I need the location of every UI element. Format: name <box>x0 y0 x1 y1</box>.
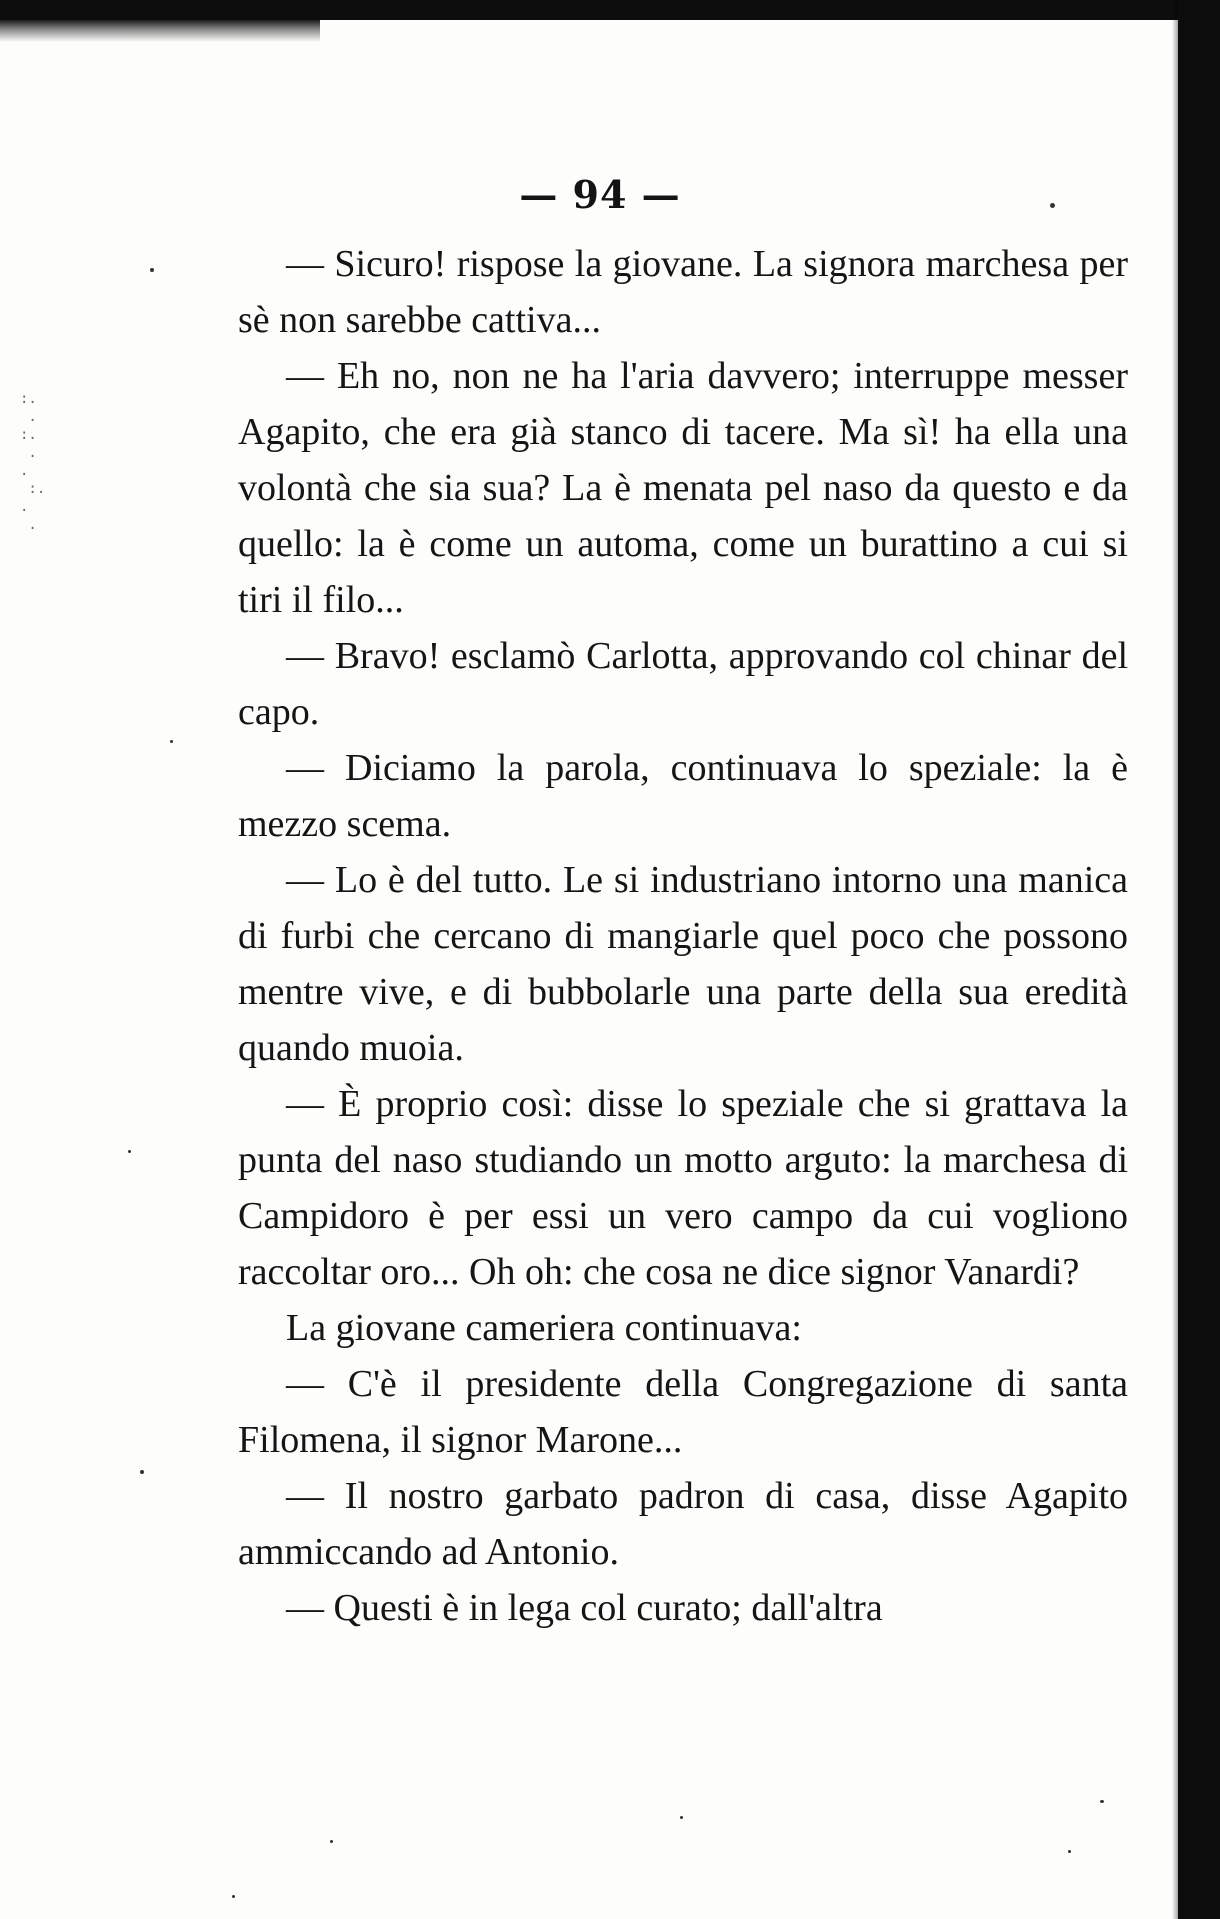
paragraph: — C'è il presidente della Congregazione di santa Filomena, il signor Marone... <box>238 1363 1128 1461</box>
scan-speck <box>680 1816 683 1819</box>
scan-speck <box>330 1840 333 1843</box>
page-number: — 94 — <box>519 172 681 217</box>
paragraph: — Diciamo la parola, continuava lo speziale: la è mezzo scema. <box>238 747 1128 845</box>
paragraph: — Il nostro garbato padron di casa, disse Agapito ammiccando ad Antonio. <box>238 1475 1128 1573</box>
scan-edge-noise: :. . :. . . :. . . <box>20 391 46 533</box>
scan-top-smudge <box>0 20 320 42</box>
scan-speck <box>232 1895 235 1898</box>
scan-speck <box>140 1470 144 1474</box>
paragraph: — Sicuro! rispose la giovane. La signora marchesa per sè non sarebbe cattiva... <box>238 243 1128 341</box>
paragraph: La giovane cameriera continuava: <box>286 1307 802 1349</box>
scan-speck <box>1068 1850 1071 1853</box>
paragraph: — Bravo! esclamò Carlotta, approvando col chinar del capo. <box>238 635 1128 733</box>
scan-speck <box>1100 1800 1104 1803</box>
paragraph: — Eh no, non ne ha l'aria davvero; interruppe messer Agapito, che era già stanco di tacere. Ma sì! ha ella una volontà che sia sua? La è menata pel naso da questo e da quello: la è come un automa, come un burattino a cui si tiri il filo... <box>238 355 1128 621</box>
scan-speck <box>128 1150 131 1153</box>
scan-speck <box>170 740 173 743</box>
paragraph: — Questi è in lega col curato; dall'altra <box>286 1587 883 1629</box>
paragraph: — Lo è del tutto. Le si industriano intorno una manica di furbi che cercano di mangiarle quel poco che possono mentre vive, e di bubbolarle una parte della sua eredità quando muoia. <box>238 859 1128 1069</box>
scan-top-border <box>0 0 1180 20</box>
page-text <box>238 236 1128 1636</box>
scan-right-border <box>1178 0 1220 1919</box>
scan-speck <box>150 268 154 272</box>
paragraph: — È proprio così: disse lo speziale che si grattava la punta del naso studiando un motto arguto: la marchesa di Campidoro è per essi un vero campo da cui vogliono raccoltar oro... Oh oh: che cosa ne dice signor Vanardi? <box>238 1083 1128 1293</box>
